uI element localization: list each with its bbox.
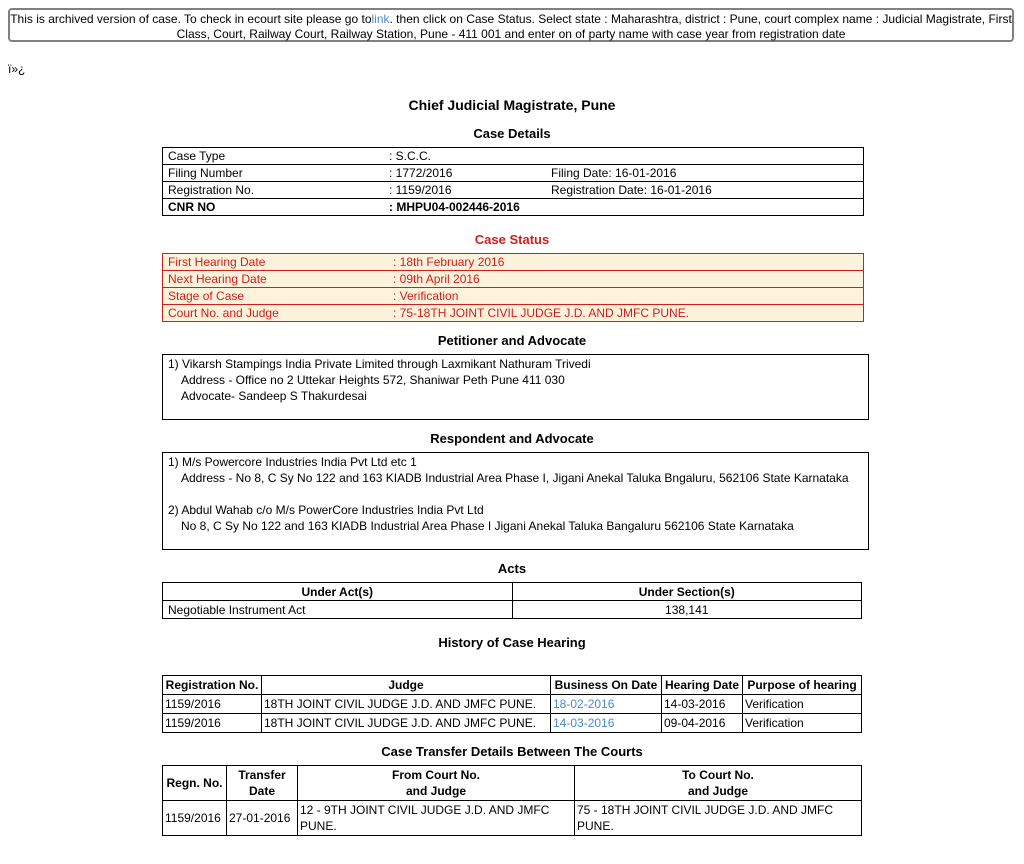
filing-number-value: : 1772/2016 bbox=[384, 165, 546, 182]
acts-table bbox=[162, 582, 862, 619]
table-row bbox=[163, 288, 864, 305]
filing-date: Filing Date: 16-01-2016 bbox=[546, 165, 864, 182]
regn-no: 1159/2016 bbox=[163, 801, 227, 836]
transfer-table bbox=[162, 765, 862, 836]
table-row bbox=[163, 182, 864, 199]
table-row bbox=[163, 148, 864, 165]
to-court: 75 - 18TH JOINT CIVIL JUDGE J.D. AND JMFC PUNE. bbox=[575, 801, 862, 836]
cnr-label: CNR NO bbox=[163, 199, 385, 216]
table-header-row bbox=[163, 583, 862, 601]
col-purpose: Purpose of hearing bbox=[743, 676, 862, 695]
judge: 18TH JOINT CIVIL JUDGE J.D. AND JMFC PUNE. bbox=[262, 714, 551, 733]
registration-no-label: Registration No. bbox=[163, 182, 385, 199]
business-date-link[interactable]: 14-03-2016 bbox=[553, 716, 615, 730]
col-under-sections: Under Section(s) bbox=[512, 583, 862, 601]
table-row bbox=[163, 305, 864, 322]
col-regn-no: Regn. No. bbox=[163, 766, 227, 801]
court-judge-value: : 75-18TH JOINT CIVIL JUDGE J.D. AND JMFC PUNE. bbox=[388, 305, 864, 322]
col-to-court: To Court No. and Judge bbox=[575, 766, 862, 801]
business-date-link[interactable]: 18-02-2016 bbox=[553, 697, 615, 711]
registration-date: Registration Date: 16-01-2016 bbox=[546, 182, 864, 199]
respondent-box bbox=[162, 452, 869, 550]
case-details-heading: Case Details bbox=[473, 126, 551, 141]
table-row bbox=[163, 271, 864, 288]
notice-text-after: . then click on Case Status. Select state : Maharashtra, district : Pune, court complex name : Judicial Magistrate, First Class, Court, Railway Court, Railway Station, Pune - 411 001 and enter on of party name with case year from registration date bbox=[176, 12, 1012, 41]
court-title: Chief Judicial Magistrate, Pune bbox=[408, 97, 616, 113]
case-status-heading: Case Status bbox=[474, 232, 550, 247]
stage-value: : Verification bbox=[388, 288, 864, 305]
table-row bbox=[163, 165, 864, 182]
col-from-court: From Court No. and Judge bbox=[298, 766, 575, 801]
history-heading: History of Case Hearing bbox=[438, 635, 586, 650]
col-under-acts: Under Act(s) bbox=[163, 583, 513, 601]
petitioner-advocate: Advocate- Sandeep S Thakurdesai bbox=[181, 389, 367, 403]
petitioner-address: Address - Office no 2 Uttekar Heights 572, Shaniwar Peth Pune 411 030 bbox=[181, 373, 565, 387]
hearing-date: 14-03-2016 bbox=[662, 695, 743, 714]
stage-label: Stage of Case bbox=[163, 288, 389, 305]
table-header-row bbox=[163, 766, 862, 801]
table-row bbox=[163, 199, 864, 216]
petitioner-heading: Petitioner and Advocate bbox=[437, 333, 587, 348]
petitioner-name: 1) Vikarsh Stampings India Private Limited through Laxmikant Nathuram Trivedi bbox=[168, 357, 591, 371]
registration-no-value: : 1159/2016 bbox=[384, 182, 546, 199]
col-registration-no: Registration No. bbox=[163, 676, 262, 695]
col-judge: Judge bbox=[262, 676, 551, 695]
petitioner-box bbox=[162, 354, 869, 420]
table-row bbox=[163, 695, 862, 714]
history-table bbox=[162, 675, 862, 733]
next-hearing-value: : 09th April 2016 bbox=[388, 271, 864, 288]
first-hearing-value: : 18th February 2016 bbox=[393, 255, 505, 269]
ecourt-link[interactable]: link bbox=[371, 12, 390, 26]
transfer-date: 27-01-2016 bbox=[227, 801, 298, 836]
respondent-1-name: 1) M/s Powercore Industries India Pvt Ltd etc 1 bbox=[168, 455, 417, 469]
reg-no: 1159/2016 bbox=[163, 695, 262, 714]
case-type-label: Case Type bbox=[168, 149, 226, 163]
transfer-heading: Case Transfer Details Between The Courts bbox=[381, 744, 643, 759]
archive-notice bbox=[8, 8, 1014, 42]
respondent-1-address: Address - No 8, C Sy No 122 and 163 KIADB Industrial Area Phase I, Jigani Anekal Taluka Bngaluru, 562106 State Karnataka bbox=[181, 471, 849, 485]
table-row bbox=[163, 714, 862, 733]
case-type-value: : S.C.C. bbox=[389, 149, 432, 163]
table-row bbox=[163, 601, 862, 619]
col-hearing-date: Hearing Date bbox=[662, 676, 743, 695]
respondent-2-address: No 8, C Sy No 122 and 163 KIADB Industrial Area Phase I Jigani Anekal Taluka Bangaluru 562106 State Karnataka bbox=[181, 519, 794, 533]
judge: 18TH JOINT CIVIL JUDGE J.D. AND JMFC PUNE. bbox=[262, 695, 551, 714]
purpose: Verification bbox=[743, 714, 862, 733]
cnr-value: : MHPU04-002446-2016 bbox=[384, 199, 864, 216]
filing-number-label: Filing Number bbox=[163, 165, 385, 182]
notice-text-before: This is archived version of case. To check in ecourt site please go to bbox=[10, 12, 372, 26]
act-name: Negotiable Instrument Act bbox=[163, 601, 513, 619]
from-court: 12 - 9TH JOINT CIVIL JUDGE J.D. AND JMFC PUNE. bbox=[298, 801, 575, 836]
reg-no: 1159/2016 bbox=[163, 714, 262, 733]
table-row bbox=[163, 254, 864, 271]
col-transfer-date: Transfer Date bbox=[227, 766, 298, 801]
next-hearing-label: Next Hearing Date bbox=[163, 271, 389, 288]
act-sections: 138,141 bbox=[512, 601, 862, 619]
case-details-table bbox=[162, 147, 864, 216]
encoding-artifact: ï»¿ bbox=[8, 62, 26, 76]
case-type-extra bbox=[546, 148, 864, 165]
hearing-date: 09-04-2016 bbox=[662, 714, 743, 733]
first-hearing-label: First Hearing Date bbox=[168, 255, 266, 269]
respondent-2-name: 2) Abdul Wahab c/o M/s PowerCore Industries India Pvt Ltd bbox=[168, 503, 484, 517]
respondent-heading: Respondent and Advocate bbox=[430, 431, 594, 446]
acts-heading: Acts bbox=[497, 561, 527, 576]
table-row bbox=[163, 801, 862, 836]
col-business-on-date: Business On Date bbox=[551, 676, 662, 695]
table-header-row bbox=[163, 676, 862, 695]
purpose: Verification bbox=[743, 695, 862, 714]
court-judge-label: Court No. and Judge bbox=[163, 305, 389, 322]
case-status-table bbox=[162, 253, 864, 322]
